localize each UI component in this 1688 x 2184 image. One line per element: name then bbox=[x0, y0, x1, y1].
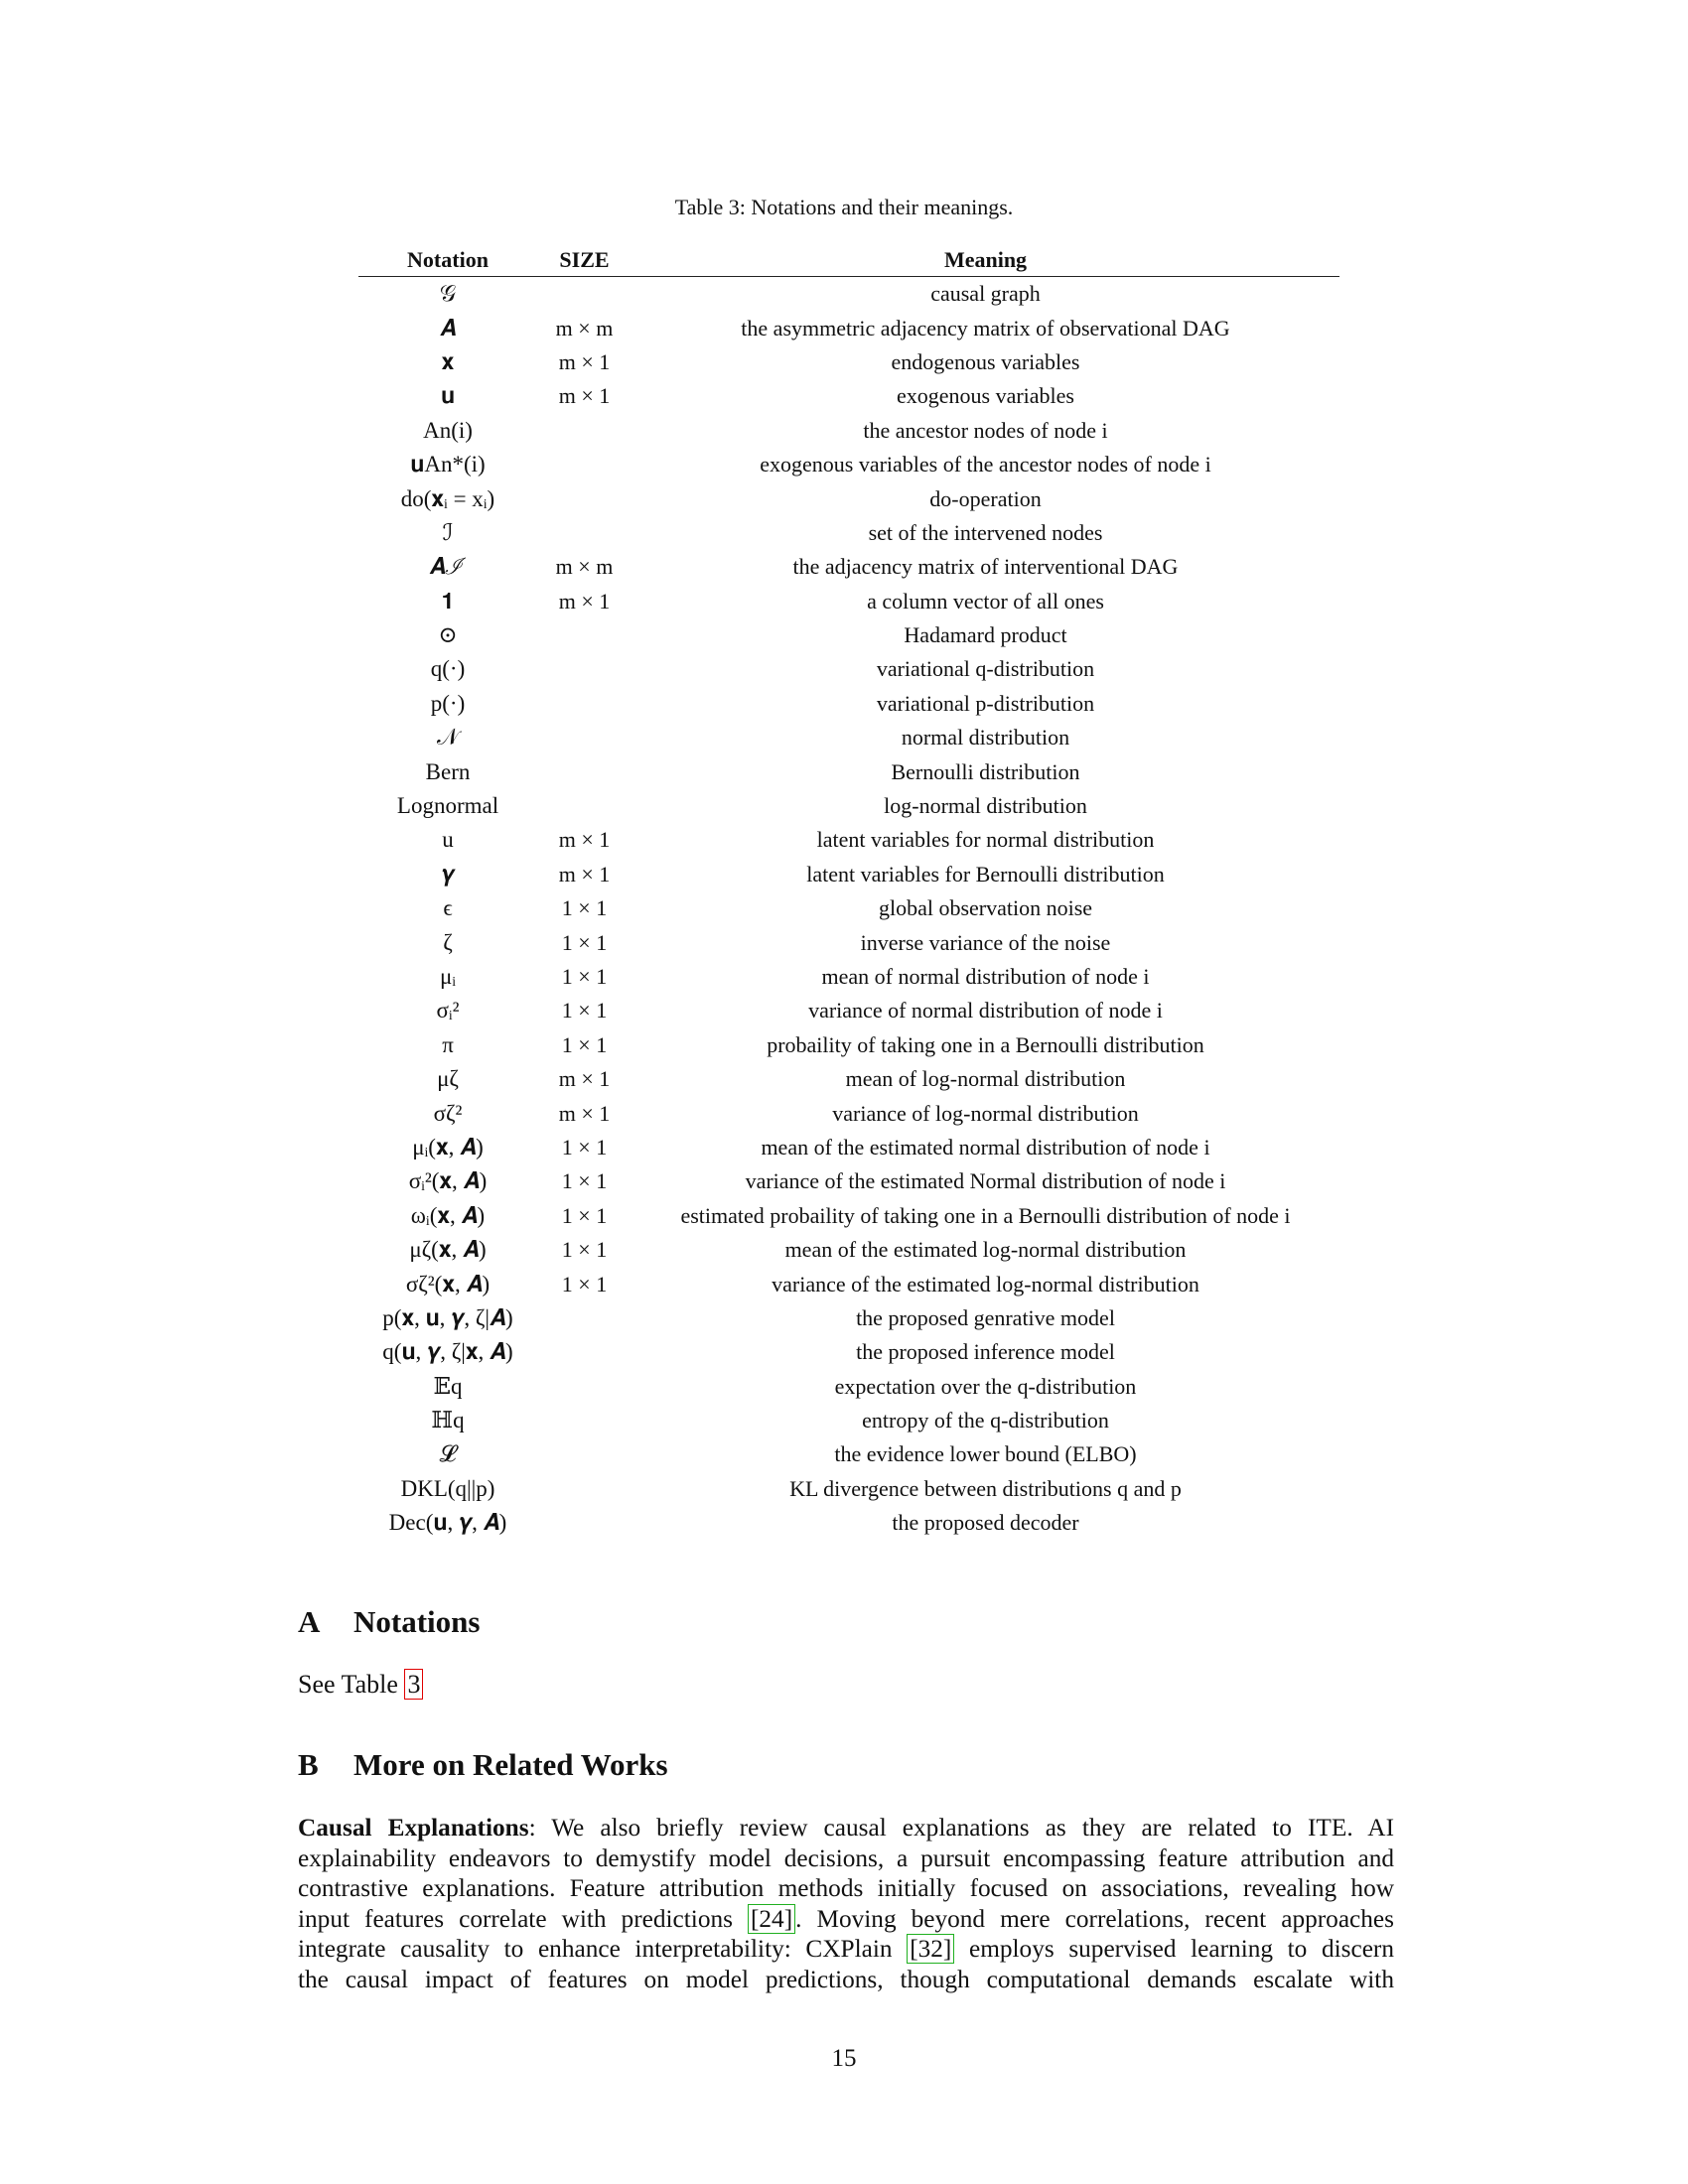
cell-size: m × 1 bbox=[558, 588, 611, 614]
cell-size: m × 1 bbox=[558, 383, 611, 409]
cell-meaning: latent variables for Bernoulli distribution bbox=[806, 861, 1165, 887]
cell-notation: ℐ bbox=[442, 519, 454, 545]
table-header-row bbox=[358, 244, 1339, 277]
cell-notation: σζ² bbox=[433, 1100, 463, 1126]
table-row bbox=[358, 891, 1339, 925]
page-number: 15 bbox=[831, 2045, 857, 2072]
cell-notation: 𝜸 bbox=[441, 861, 455, 887]
cell-meaning: variance of the estimated Normal distribution of node i bbox=[745, 1168, 1226, 1194]
cell-size bbox=[537, 687, 632, 721]
cell-meaning: a column vector of all ones bbox=[867, 588, 1104, 614]
see-table-text: See Table bbox=[298, 1670, 405, 1699]
table-row bbox=[358, 550, 1339, 584]
section-a-number: A bbox=[298, 1604, 321, 1639]
cell-notation: An(i) bbox=[423, 417, 473, 443]
para-line-4 bbox=[298, 1904, 1394, 1935]
cell-meaning: variance of log-normal distribution bbox=[832, 1100, 1139, 1126]
cell-notation: DKL(q||p) bbox=[400, 1475, 495, 1501]
cell-size: 1 × 1 bbox=[561, 929, 608, 955]
cell-meaning: endogenous variables bbox=[891, 348, 1080, 374]
cell-meaning: global observation noise bbox=[878, 895, 1093, 921]
section-b-heading bbox=[298, 1747, 668, 1783]
cell-size: m × 1 bbox=[558, 1066, 611, 1092]
table-row bbox=[358, 652, 1339, 686]
cell-notation: 𝐮 bbox=[440, 383, 456, 409]
table-row bbox=[358, 1404, 1339, 1437]
cell-meaning: the proposed decoder bbox=[892, 1510, 1079, 1536]
table-row bbox=[358, 1164, 1339, 1198]
cell-notation: p(·) bbox=[430, 690, 466, 716]
table-row bbox=[358, 994, 1339, 1027]
cell-meaning: variance of normal distribution of node i bbox=[808, 998, 1163, 1024]
cell-meaning: KL divergence between distributions q and p bbox=[789, 1475, 1182, 1501]
cell-notation: σᵢ²(𝐱, 𝑨) bbox=[408, 1168, 488, 1194]
cell-notation: 𝐮An*(i) bbox=[410, 452, 486, 478]
cell-size bbox=[537, 721, 632, 754]
cell-notation: π bbox=[442, 1031, 454, 1057]
header-notation: Notation bbox=[358, 244, 537, 277]
table-row bbox=[358, 1131, 1339, 1164]
cell-size bbox=[537, 1335, 632, 1369]
cell-size bbox=[537, 516, 632, 550]
cell-size: m × 1 bbox=[558, 827, 611, 853]
cell-meaning: exogenous variables bbox=[897, 383, 1074, 409]
cell-notation: Lognormal bbox=[396, 793, 499, 819]
table-row bbox=[358, 414, 1339, 448]
table-row bbox=[358, 1267, 1339, 1300]
cell-meaning: variational p-distribution bbox=[876, 690, 1095, 716]
cell-meaning: mean of the estimated log-normal distribution bbox=[784, 1237, 1187, 1263]
table-row bbox=[358, 516, 1339, 550]
cell-size bbox=[537, 1472, 632, 1506]
cell-notation: ζ bbox=[443, 929, 453, 955]
cell-meaning: set of the intervened nodes bbox=[868, 519, 1103, 545]
cell-notation: μᵢ bbox=[439, 964, 457, 989]
cell-size: 1 × 1 bbox=[561, 964, 608, 989]
section-b-title: More on Related Works bbox=[353, 1747, 668, 1782]
cell-notation: 𝓛 bbox=[439, 1441, 457, 1467]
cell-notation: 𝑨ℐ bbox=[429, 554, 467, 580]
para-line-2: explainability endeavors to demystify model decisions, a pursuit encompassing feature attribution and bbox=[298, 1843, 1394, 1872]
cell-meaning: the proposed genrative model bbox=[856, 1304, 1115, 1330]
para-line-3: contrastive explanations. Feature attribution methods initially focused on associations, revealing how bbox=[298, 1874, 1394, 1903]
section-a-heading bbox=[298, 1604, 480, 1640]
cell-meaning: estimated probaility of taking one in a Bernoulli distribution of node i bbox=[680, 1202, 1291, 1228]
table-row bbox=[358, 823, 1339, 857]
cell-size bbox=[537, 789, 632, 823]
table-body bbox=[358, 277, 1339, 1541]
cell-notation: 𝒩 bbox=[436, 725, 460, 751]
table-row bbox=[358, 687, 1339, 721]
citation-32-link[interactable]: [32] bbox=[907, 1934, 954, 1964]
cell-size bbox=[537, 1301, 632, 1335]
cell-size bbox=[537, 754, 632, 788]
table-row bbox=[358, 1096, 1339, 1130]
table-row bbox=[358, 960, 1339, 994]
cell-size: 1 × 1 bbox=[561, 1237, 608, 1263]
cell-size: m × 1 bbox=[558, 348, 611, 374]
table-row bbox=[358, 1028, 1339, 1062]
cell-meaning: entropy of the q-distribution bbox=[862, 1408, 1109, 1433]
table-row bbox=[358, 618, 1339, 652]
para-line-6: the causal impact of features on model predictions, though computational demands escalate with bbox=[298, 1965, 1394, 1993]
causal-explanations-paragraph bbox=[298, 1813, 1394, 1995]
cell-meaning: causal graph bbox=[930, 281, 1041, 307]
table-row bbox=[358, 1199, 1339, 1233]
cell-meaning: Bernoulli distribution bbox=[891, 758, 1080, 784]
table-row bbox=[358, 1506, 1339, 1540]
cell-size: m × 1 bbox=[558, 861, 611, 887]
cell-meaning: inverse variance of the noise bbox=[860, 929, 1111, 955]
cell-size bbox=[537, 1506, 632, 1540]
cell-meaning: variational q-distribution bbox=[876, 656, 1095, 682]
cell-notation: ⊙ bbox=[438, 622, 458, 648]
cell-size: m × m bbox=[555, 315, 614, 341]
table-row bbox=[358, 858, 1339, 891]
cell-size bbox=[537, 1404, 632, 1437]
section-b-number: B bbox=[298, 1747, 319, 1782]
cell-notation: μᵢ(𝐱, 𝑨) bbox=[412, 1134, 484, 1160]
cell-meaning: exogenous variables of the ancestor nodes of node i bbox=[760, 452, 1211, 478]
cell-size bbox=[537, 618, 632, 652]
cell-size bbox=[537, 1437, 632, 1471]
cell-notation: Dec(𝐮, 𝜸, 𝑨) bbox=[388, 1510, 507, 1536]
cell-notation: σζ²(𝐱, 𝑨) bbox=[405, 1271, 491, 1297]
cell-notation: q(·) bbox=[430, 656, 466, 682]
table-row bbox=[358, 311, 1339, 344]
cell-notation: μζ bbox=[437, 1066, 459, 1092]
table-ref-link[interactable]: 3 bbox=[404, 1669, 423, 1700]
citation-24-link[interactable]: [24] bbox=[748, 1904, 795, 1934]
para-line-4-after: . Moving beyond mere correlations, recent approaches bbox=[795, 1904, 1394, 1933]
cell-meaning: the asymmetric adjacency matrix of observational DAG bbox=[741, 315, 1230, 341]
table-row bbox=[358, 1301, 1339, 1335]
cell-size: 1 × 1 bbox=[561, 895, 608, 921]
table-row bbox=[358, 585, 1339, 618]
cell-meaning: do-operation bbox=[929, 485, 1042, 511]
cell-meaning: Hadamard product bbox=[904, 622, 1067, 648]
cell-meaning: the adjacency matrix of interventional DAG bbox=[792, 554, 1179, 580]
para-line-1-text: : We also briefly review causal explanations as they are related to ITE. AI bbox=[528, 1814, 1394, 1842]
table-row bbox=[358, 1062, 1339, 1096]
cell-notation: do(𝐱ᵢ = xᵢ) bbox=[400, 485, 495, 511]
table-row bbox=[358, 1335, 1339, 1369]
cell-meaning: log-normal distribution bbox=[884, 793, 1087, 819]
table-row bbox=[358, 379, 1339, 413]
cell-notation: u bbox=[442, 827, 454, 853]
table-row bbox=[358, 1233, 1339, 1267]
cell-meaning: the evidence lower bound (ELBO) bbox=[834, 1441, 1137, 1467]
section-a-title: Notations bbox=[353, 1604, 481, 1639]
cell-meaning: variance of the estimated log-normal distribution bbox=[772, 1271, 1199, 1297]
cell-meaning: probaility of taking one in a Bernoulli distribution bbox=[767, 1031, 1204, 1057]
cell-size: 1 × 1 bbox=[561, 1031, 608, 1057]
para-lead: Causal Explanations bbox=[298, 1814, 529, 1842]
para-line-5 bbox=[298, 1934, 1394, 1965]
cell-size: m × 1 bbox=[558, 1100, 611, 1126]
cell-meaning: expectation over the q-distribution bbox=[834, 1373, 1137, 1399]
table-row bbox=[358, 789, 1339, 823]
table-row bbox=[358, 481, 1339, 515]
para-line-5-text: integrate causality to enhance interpretability: CXPlain bbox=[298, 1935, 908, 1964]
cell-size: 1 × 1 bbox=[561, 1134, 608, 1160]
para-line-4-text: input features correlate with predictions bbox=[298, 1904, 748, 1933]
table-row bbox=[358, 448, 1339, 481]
see-table-line bbox=[298, 1670, 423, 1700]
table-row bbox=[358, 277, 1339, 312]
para-line-5-after: employs supervised learning to discern bbox=[954, 1935, 1394, 1964]
cell-meaning: latent variables for normal distribution bbox=[816, 827, 1155, 853]
cell-notation: 𝒢 bbox=[439, 281, 457, 307]
header-meaning: Meaning bbox=[632, 244, 1339, 277]
cell-size bbox=[537, 277, 632, 312]
cell-notation: μζ(𝐱, 𝑨) bbox=[409, 1237, 487, 1263]
cell-meaning: mean of the estimated normal distribution of node i bbox=[761, 1134, 1210, 1160]
cell-notation: 𝔼q bbox=[433, 1373, 463, 1399]
cell-notation: ℍq bbox=[431, 1408, 465, 1433]
cell-size bbox=[537, 414, 632, 448]
cell-size: 1 × 1 bbox=[561, 998, 608, 1024]
cell-meaning: the ancestor nodes of node i bbox=[863, 417, 1108, 443]
cell-notation: σᵢ² bbox=[436, 998, 460, 1024]
cell-meaning: normal distribution bbox=[901, 725, 1070, 751]
cell-size bbox=[537, 652, 632, 686]
cell-size bbox=[537, 481, 632, 515]
table-row bbox=[358, 1472, 1339, 1506]
cell-size bbox=[537, 448, 632, 481]
cell-notation: Bern bbox=[425, 758, 471, 784]
cell-meaning: mean of log-normal distribution bbox=[845, 1066, 1126, 1092]
table-row bbox=[358, 1437, 1339, 1471]
table-row bbox=[358, 754, 1339, 788]
cell-size: 1 × 1 bbox=[561, 1271, 608, 1297]
table-caption: Table 3: Notations and their meanings. bbox=[674, 195, 1014, 219]
table-row bbox=[358, 925, 1339, 959]
table-row bbox=[358, 345, 1339, 379]
cell-notation: p(𝐱, 𝐮, 𝜸, ζ|𝑨) bbox=[382, 1304, 513, 1330]
cell-notation: ωᵢ(𝐱, 𝑨) bbox=[410, 1202, 486, 1228]
cell-notation: ϵ bbox=[443, 895, 453, 921]
para-line-1 bbox=[298, 1813, 1394, 1843]
cell-notation: 𝑨 bbox=[439, 315, 457, 341]
cell-size: 1 × 1 bbox=[561, 1202, 608, 1228]
notation-table bbox=[358, 244, 1339, 1540]
cell-meaning: mean of normal distribution of node i bbox=[821, 964, 1150, 989]
cell-size: 1 × 1 bbox=[561, 1168, 608, 1194]
cell-notation: 𝟏 bbox=[441, 588, 455, 614]
cell-meaning: the proposed inference model bbox=[856, 1339, 1115, 1365]
header-size: SIZE bbox=[537, 244, 632, 277]
cell-notation: q(𝐮, 𝜸, ζ|𝐱, 𝑨) bbox=[382, 1339, 513, 1365]
cell-size bbox=[537, 1370, 632, 1404]
table-row bbox=[358, 721, 1339, 754]
cell-notation: 𝐱 bbox=[441, 348, 455, 374]
cell-size: m × m bbox=[555, 554, 614, 580]
table-row bbox=[358, 1370, 1339, 1404]
